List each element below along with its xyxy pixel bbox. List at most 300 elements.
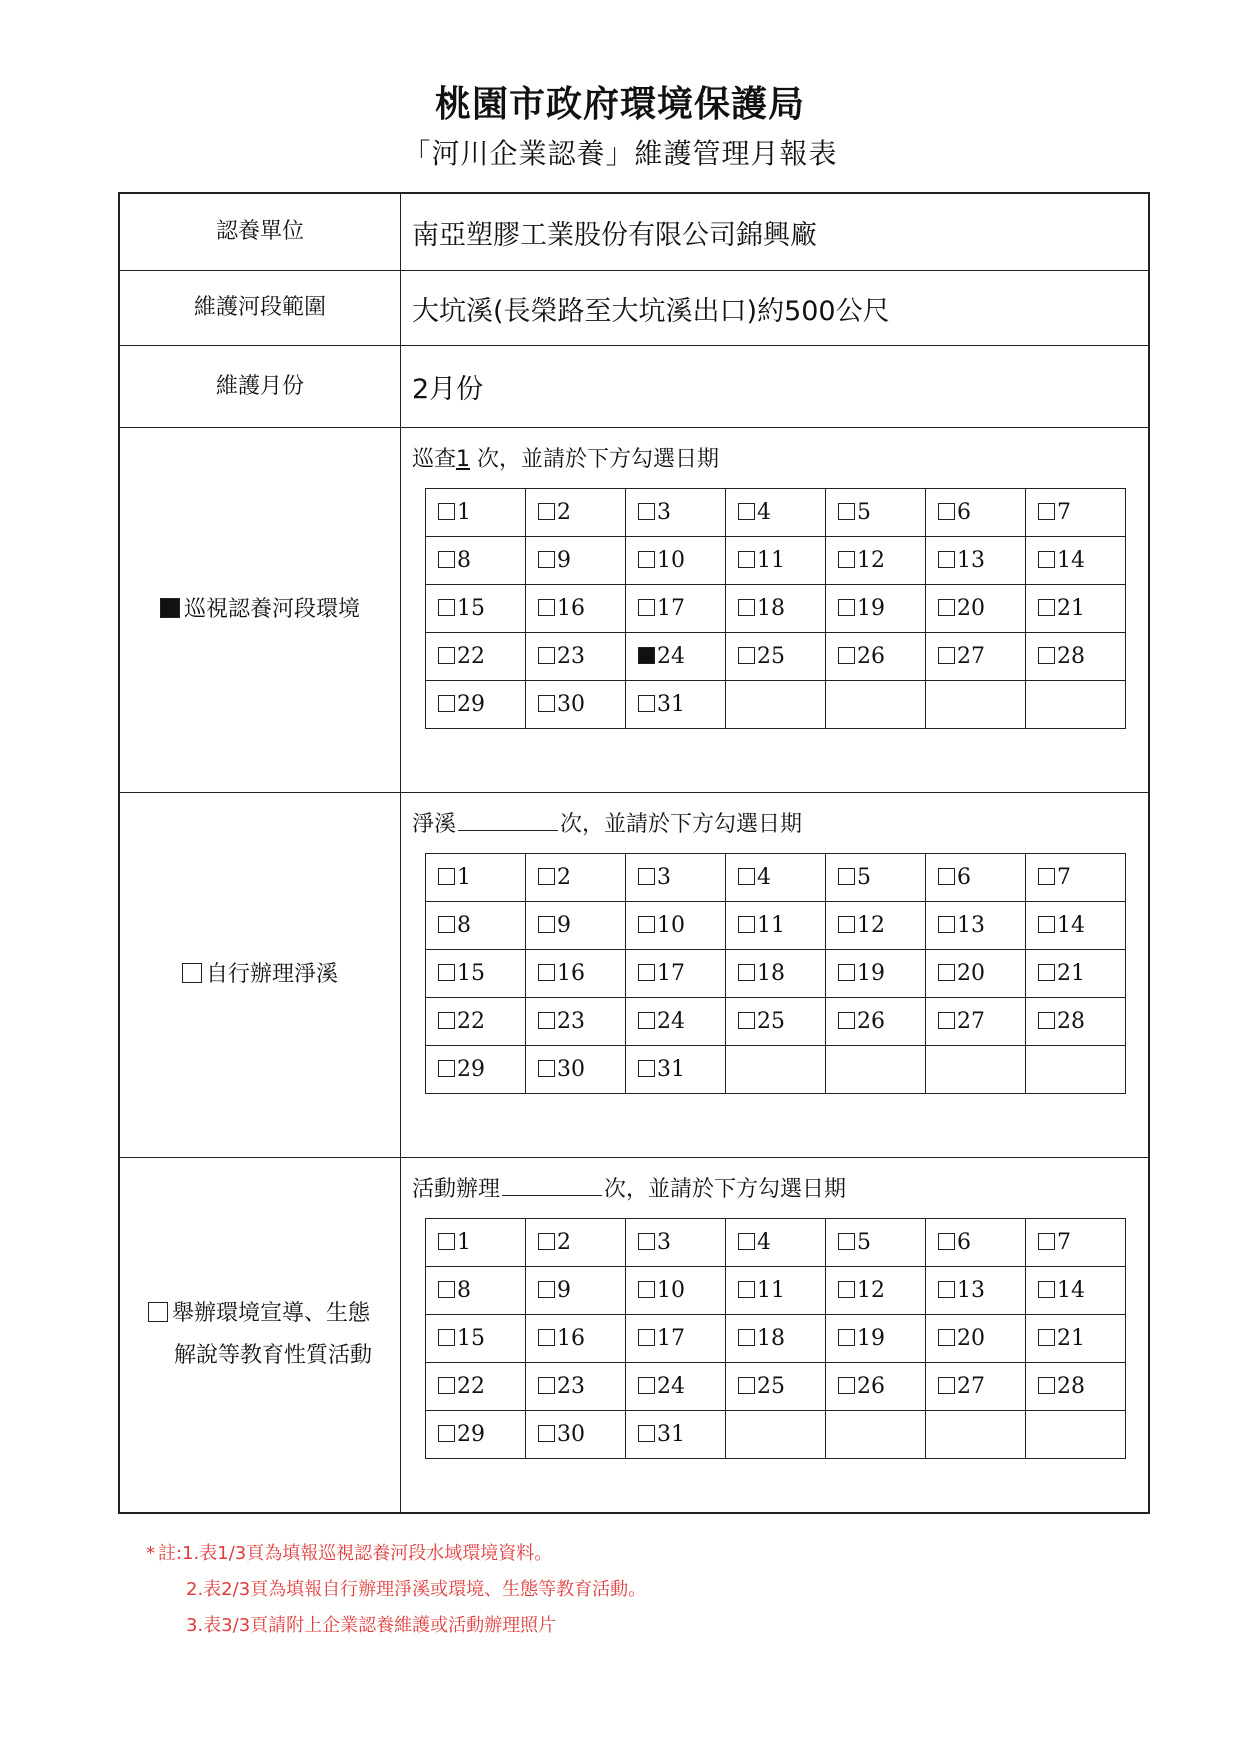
day-number: 8: [457, 1278, 471, 1303]
day-checkbox[interactable]: [838, 916, 855, 933]
day-number: 21: [1057, 1326, 1085, 1351]
day-cell: [426, 585, 526, 633]
day-checkbox[interactable]: [638, 1377, 655, 1394]
day-cell: [426, 998, 526, 1046]
day-cell: [1026, 1267, 1126, 1315]
day-number: 3: [657, 865, 671, 890]
day-cell: [826, 998, 926, 1046]
section-patrol-checkbox[interactable]: [160, 598, 180, 618]
day-number: 31: [657, 692, 685, 717]
day-checkbox[interactable]: [538, 1329, 555, 1346]
month-value: 2月份: [412, 374, 484, 405]
day-cell: [826, 1363, 926, 1411]
calendar-row: [426, 998, 1126, 1046]
adopting-unit-label: 認養單位: [120, 194, 401, 270]
day-cell: [926, 1219, 1026, 1267]
day-number: 3: [657, 1230, 671, 1255]
day-checkbox[interactable]: [738, 1377, 755, 1394]
cleanup-count-blank[interactable]: [458, 808, 558, 831]
day-cell: [826, 489, 926, 537]
day-cell: [526, 854, 626, 902]
day-number: 28: [1057, 644, 1085, 669]
day-cell: [926, 585, 1026, 633]
adopting-unit-value: 南亞塑膠工業股份有限公司錦興廠: [412, 219, 817, 251]
section-cleanup-checkbox[interactable]: [182, 963, 202, 983]
day-checkbox[interactable]: [438, 551, 455, 568]
day-cell: [426, 1267, 526, 1315]
day-checkbox[interactable]: [438, 1233, 455, 1250]
day-cell: [526, 633, 626, 681]
day-number: 5: [857, 1230, 871, 1255]
day-checkbox[interactable]: [438, 916, 455, 933]
section-cleanup-label: [120, 793, 401, 1157]
day-checkbox[interactable]: [538, 1060, 555, 1077]
day-cell: [1026, 585, 1126, 633]
note-1: 註:1.表1/3頁為填報巡視認養河段水域環境資料。: [158, 1543, 553, 1564]
day-cell: [426, 1046, 526, 1094]
day-cell: [826, 1219, 926, 1267]
day-checkbox[interactable]: [638, 1060, 655, 1077]
day-checkbox[interactable]: [738, 599, 755, 616]
day-checkbox[interactable]: [438, 647, 455, 664]
day-number: 2: [557, 1230, 571, 1255]
day-cell: [426, 1411, 526, 1459]
day-checkbox[interactable]: [738, 503, 755, 520]
day-number: 5: [857, 865, 871, 890]
day-checkbox[interactable]: [838, 647, 855, 664]
day-cell: [826, 1267, 926, 1315]
section-education: [120, 1158, 1148, 1512]
day-cell: [626, 585, 726, 633]
education-heading-suffix: 次，並請於下方勾選日期: [604, 1177, 847, 1202]
day-cell: [826, 854, 926, 902]
day-checkbox[interactable]: [438, 1060, 455, 1077]
day-cell: [426, 489, 526, 537]
day-number: 4: [757, 1230, 771, 1255]
calendar-cleanup: [425, 853, 1126, 1094]
day-number: 26: [857, 1009, 885, 1034]
day-cell: [826, 950, 926, 998]
day-cell: [1026, 537, 1126, 585]
day-cell: [926, 1315, 1026, 1363]
day-number: 18: [757, 1326, 785, 1351]
day-checkbox[interactable]: [638, 964, 655, 981]
day-cell: [526, 1363, 626, 1411]
day-cell: [526, 1315, 626, 1363]
day-cell: [1026, 1315, 1126, 1363]
calendar-row: [426, 585, 1126, 633]
calendar-row: [426, 1363, 1126, 1411]
day-number: 20: [957, 596, 985, 621]
empty-cell: [926, 681, 1026, 729]
day-number: 9: [557, 913, 571, 938]
day-checkbox[interactable]: [1038, 647, 1055, 664]
day-number: 10: [657, 1278, 685, 1303]
day-checkbox[interactable]: [438, 964, 455, 981]
day-cell: [626, 854, 726, 902]
day-cell: [526, 585, 626, 633]
day-checkbox[interactable]: [938, 1329, 955, 1346]
day-number: 1: [457, 500, 471, 525]
empty-cell: [826, 1411, 926, 1459]
river-range-value: 大坑溪(長榮路至大坑溪出口)約500公尺: [412, 295, 890, 327]
day-checkbox[interactable]: [1038, 503, 1055, 520]
day-number: 15: [457, 1326, 485, 1351]
empty-cell: [1026, 681, 1126, 729]
calendar-row: [426, 489, 1126, 537]
day-checkbox[interactable]: [438, 503, 455, 520]
day-checkbox[interactable]: [1038, 1281, 1055, 1298]
day-number: 6: [957, 500, 971, 525]
section-patrol-label-text: 巡視認養河段環境: [183, 597, 360, 623]
day-checkbox[interactable]: [438, 1012, 455, 1029]
day-cell: [826, 585, 926, 633]
day-number: 28: [1057, 1009, 1085, 1034]
calendar-row: [426, 1315, 1126, 1363]
day-number: 16: [557, 1326, 585, 1351]
day-number: 15: [457, 596, 485, 621]
day-checkbox[interactable]: [738, 551, 755, 568]
day-checkbox[interactable]: [438, 868, 455, 885]
day-checkbox[interactable]: [538, 964, 555, 981]
day-number: 31: [657, 1057, 685, 1082]
day-cell: [426, 633, 526, 681]
day-cell: [726, 902, 826, 950]
day-checkbox[interactable]: [638, 916, 655, 933]
day-checkbox[interactable]: [838, 1233, 855, 1250]
day-number: 22: [457, 1374, 485, 1399]
day-checkbox[interactable]: [938, 1012, 955, 1029]
day-checkbox[interactable]: [538, 1377, 555, 1394]
day-checkbox[interactable]: [538, 551, 555, 568]
day-cell: [1026, 854, 1126, 902]
day-number: 13: [957, 1278, 985, 1303]
day-number: 21: [1057, 596, 1085, 621]
report-form: [118, 192, 1150, 1514]
notes-asterisk: *: [146, 1543, 155, 1564]
day-checkbox[interactable]: [738, 647, 755, 664]
calendar-row: [426, 950, 1126, 998]
day-checkbox[interactable]: [938, 1377, 955, 1394]
day-number: 1: [457, 1230, 471, 1255]
day-number: 29: [457, 1422, 485, 1447]
day-checkbox[interactable]: [638, 1425, 655, 1442]
day-checkbox[interactable]: [838, 868, 855, 885]
page-subtitle: 「河川企業認養」維護管理月報表: [402, 137, 838, 170]
day-checkbox[interactable]: [538, 868, 555, 885]
day-checkbox[interactable]: [838, 1012, 855, 1029]
day-checkbox[interactable]: [638, 503, 655, 520]
day-number: 4: [757, 500, 771, 525]
section-education-checkbox[interactable]: [148, 1302, 168, 1322]
day-number: 4: [757, 865, 771, 890]
day-cell: [1026, 489, 1126, 537]
day-cell: [626, 1411, 726, 1459]
day-checkbox[interactable]: [738, 1012, 755, 1029]
day-number: 19: [857, 961, 885, 986]
day-cell: [526, 1267, 626, 1315]
day-number: 23: [557, 644, 585, 669]
day-number: 13: [957, 913, 985, 938]
day-number: 9: [557, 1278, 571, 1303]
day-number: 22: [457, 1009, 485, 1034]
page-title: 桃園市政府環境保護局: [434, 84, 805, 125]
calendar-row: [426, 1267, 1126, 1315]
day-checkbox[interactable]: [1038, 916, 1055, 933]
day-number: 6: [957, 1230, 971, 1255]
day-number: 19: [857, 596, 885, 621]
day-checkbox[interactable]: [438, 695, 455, 712]
row-adopting-unit: [120, 194, 1148, 271]
day-number: 24: [657, 1009, 685, 1034]
empty-cell: [826, 1046, 926, 1094]
day-cell: [826, 902, 926, 950]
day-number: 24: [657, 1374, 685, 1399]
day-number: 25: [757, 1374, 785, 1399]
day-cell: [1026, 950, 1126, 998]
day-checkbox[interactable]: [538, 1281, 555, 1298]
day-checkbox[interactable]: [738, 916, 755, 933]
day-cell: [626, 902, 726, 950]
day-checkbox[interactable]: [638, 647, 655, 664]
day-cell: [726, 1315, 826, 1363]
day-cell: [426, 950, 526, 998]
education-heading-prefix: 活動辦理: [412, 1177, 501, 1202]
empty-cell: [1026, 1411, 1126, 1459]
day-number: 25: [757, 644, 785, 669]
day-cell: [626, 998, 726, 1046]
day-number: 30: [557, 1422, 585, 1447]
day-checkbox[interactable]: [838, 964, 855, 981]
day-number: 16: [557, 961, 585, 986]
day-checkbox[interactable]: [538, 1233, 555, 1250]
day-cell: [926, 998, 1026, 1046]
day-cell: [726, 1267, 826, 1315]
day-number: 25: [757, 1009, 785, 1034]
day-cell: [626, 489, 726, 537]
day-cell: [726, 998, 826, 1046]
day-checkbox[interactable]: [638, 695, 655, 712]
day-checkbox[interactable]: [1038, 1377, 1055, 1394]
day-number: 6: [957, 865, 971, 890]
patrol-count[interactable]: 1: [456, 447, 471, 472]
day-checkbox[interactable]: [438, 1377, 455, 1394]
day-cell: [1026, 998, 1126, 1046]
day-cell: [926, 633, 1026, 681]
day-checkbox[interactable]: [1038, 1233, 1055, 1250]
education-count-blank[interactable]: [502, 1173, 602, 1196]
day-checkbox[interactable]: [638, 868, 655, 885]
calendar-row: [426, 1219, 1126, 1267]
day-cell: [926, 902, 1026, 950]
row-month: [120, 346, 1148, 428]
day-checkbox[interactable]: [638, 1281, 655, 1298]
day-checkbox[interactable]: [438, 599, 455, 616]
day-number: 8: [457, 913, 471, 938]
day-checkbox[interactable]: [1038, 1329, 1055, 1346]
day-checkbox[interactable]: [538, 916, 555, 933]
day-checkbox[interactable]: [838, 1281, 855, 1298]
day-checkbox[interactable]: [438, 1281, 455, 1298]
day-checkbox[interactable]: [638, 551, 655, 568]
day-checkbox[interactable]: [438, 1425, 455, 1442]
day-cell: [426, 1315, 526, 1363]
day-checkbox[interactable]: [1038, 964, 1055, 981]
day-number: 28: [1057, 1374, 1085, 1399]
day-cell: [426, 1363, 526, 1411]
day-checkbox[interactable]: [738, 1281, 755, 1298]
day-checkbox[interactable]: [638, 1329, 655, 1346]
day-checkbox[interactable]: [938, 964, 955, 981]
day-checkbox[interactable]: [938, 647, 955, 664]
day-number: 23: [557, 1009, 585, 1034]
section-patrol-label: [120, 428, 401, 792]
day-checkbox[interactable]: [538, 695, 555, 712]
section-education-label-line2: 解說等教育性質活動: [173, 1343, 372, 1368]
day-number: 23: [557, 1374, 585, 1399]
day-cell: [526, 537, 626, 585]
day-number: 29: [457, 1057, 485, 1082]
day-cell: [826, 633, 926, 681]
empty-cell: [1026, 1046, 1126, 1094]
day-cell: [526, 902, 626, 950]
day-checkbox[interactable]: [1038, 1012, 1055, 1029]
day-cell: [726, 633, 826, 681]
day-cell: [426, 1219, 526, 1267]
day-checkbox[interactable]: [538, 1425, 555, 1442]
day-checkbox[interactable]: [1038, 599, 1055, 616]
day-cell: [726, 489, 826, 537]
day-checkbox[interactable]: [738, 1329, 755, 1346]
cleanup-heading-suffix: 次，並請於下方勾選日期: [560, 812, 803, 837]
calendar-patrol: [425, 488, 1126, 729]
day-number: 29: [457, 692, 485, 717]
day-cell: [626, 1046, 726, 1094]
day-checkbox[interactable]: [538, 647, 555, 664]
day-number: 5: [857, 500, 871, 525]
day-cell: [626, 537, 726, 585]
section-education-label: [120, 1158, 401, 1512]
day-checkbox[interactable]: [538, 1012, 555, 1029]
day-number: 17: [657, 961, 685, 986]
day-cell: [826, 1315, 926, 1363]
day-checkbox[interactable]: [838, 1329, 855, 1346]
day-checkbox[interactable]: [738, 1233, 755, 1250]
calendar-row: [426, 1046, 1126, 1094]
day-cell: [1026, 1219, 1126, 1267]
day-number: 7: [1057, 500, 1071, 525]
day-checkbox[interactable]: [938, 868, 955, 885]
day-checkbox[interactable]: [938, 1233, 955, 1250]
patrol-heading-prefix: 巡查: [412, 447, 457, 472]
day-number: 12: [857, 1278, 885, 1303]
day-number: 11: [757, 913, 785, 938]
day-checkbox[interactable]: [738, 964, 755, 981]
day-number: 11: [757, 1278, 785, 1303]
day-cell: [626, 1219, 726, 1267]
river-range-label: 維護河段範圍: [120, 271, 401, 345]
day-checkbox[interactable]: [838, 551, 855, 568]
section-education-label-line1: 舉辦環境宣導、生態: [171, 1301, 370, 1327]
day-number: 3: [657, 500, 671, 525]
day-checkbox[interactable]: [1038, 868, 1055, 885]
calendar-row: [426, 902, 1126, 950]
day-checkbox[interactable]: [938, 503, 955, 520]
day-checkbox[interactable]: [838, 599, 855, 616]
day-number: 30: [557, 692, 585, 717]
empty-cell: [726, 681, 826, 729]
day-checkbox[interactable]: [938, 551, 955, 568]
day-number: 21: [1057, 961, 1085, 986]
day-checkbox[interactable]: [938, 599, 955, 616]
day-number: 26: [857, 1374, 885, 1399]
calendar-row: [426, 681, 1126, 729]
day-number: 8: [457, 548, 471, 573]
day-checkbox[interactable]: [838, 1377, 855, 1394]
day-cell: [526, 1046, 626, 1094]
day-number: 14: [1057, 548, 1085, 573]
day-number: 30: [557, 1057, 585, 1082]
day-number: 26: [857, 644, 885, 669]
day-number: 1: [457, 865, 471, 890]
day-cell: [1026, 633, 1126, 681]
day-cell: [926, 950, 1026, 998]
day-cell: [926, 537, 1026, 585]
day-number: 12: [857, 913, 885, 938]
day-checkbox[interactable]: [1038, 551, 1055, 568]
day-number: 27: [957, 644, 985, 669]
section-patrol: [120, 428, 1148, 793]
day-cell: [926, 854, 1026, 902]
day-number: 22: [457, 644, 485, 669]
day-number: 27: [957, 1009, 985, 1034]
day-cell: [526, 1219, 626, 1267]
empty-cell: [926, 1046, 1026, 1094]
day-number: 31: [657, 1422, 685, 1447]
day-cell: [526, 1411, 626, 1459]
day-cell: [1026, 1363, 1126, 1411]
day-cell: [626, 681, 726, 729]
day-number: 20: [957, 961, 985, 986]
day-number: 17: [657, 1326, 685, 1351]
day-number: 24: [657, 644, 685, 669]
day-number: 14: [1057, 913, 1085, 938]
day-number: 7: [1057, 865, 1071, 890]
day-checkbox[interactable]: [438, 1329, 455, 1346]
day-checkbox[interactable]: [738, 868, 755, 885]
calendar-education: [425, 1218, 1126, 1459]
day-checkbox[interactable]: [938, 916, 955, 933]
day-checkbox[interactable]: [638, 1012, 655, 1029]
day-checkbox[interactable]: [538, 599, 555, 616]
day-cell: [726, 854, 826, 902]
row-river-range: [120, 271, 1148, 346]
section-education-heading: [412, 1172, 846, 1203]
day-checkbox[interactable]: [638, 1233, 655, 1250]
day-checkbox[interactable]: [538, 503, 555, 520]
day-checkbox[interactable]: [938, 1281, 955, 1298]
day-cell: [926, 1363, 1026, 1411]
section-cleanup: [120, 793, 1148, 1158]
day-number: 12: [857, 548, 885, 573]
day-checkbox[interactable]: [838, 503, 855, 520]
cleanup-heading-prefix: 淨溪: [412, 812, 457, 837]
day-checkbox[interactable]: [638, 599, 655, 616]
empty-cell: [726, 1411, 826, 1459]
patrol-heading-suffix: 次，並請於下方勾選日期: [470, 447, 720, 472]
section-patrol-heading: [412, 442, 719, 473]
day-cell: [526, 681, 626, 729]
